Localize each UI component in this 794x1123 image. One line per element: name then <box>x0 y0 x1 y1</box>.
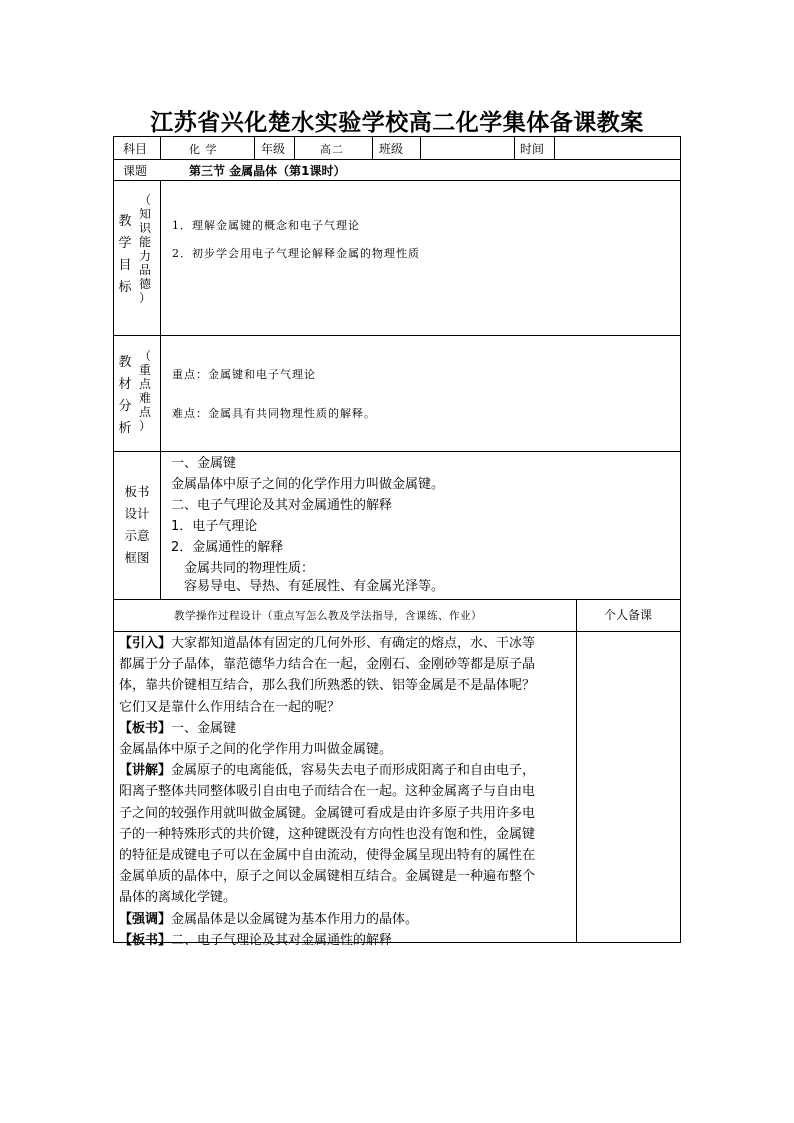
col-divider <box>372 137 373 159</box>
objective-item: 2．初步学会用电子气理论解释金属的物理性质 <box>172 247 420 260</box>
grade-label: 年级 <box>261 142 286 156</box>
objectives-paren-note: （ 知 识 能 力 品 德 ） <box>138 193 151 305</box>
board-line: 金属晶体中原子之间的化学作用力叫做金属键。 <box>171 477 445 492</box>
row-divider <box>114 335 680 336</box>
personal-notes-header: 个人备课 <box>604 608 653 622</box>
grade-value: 高二 <box>320 143 344 156</box>
process-line: 它们又是靠什么作用结合在一起的呢？ <box>119 699 341 715</box>
board-line: 金属共同的物理性质： <box>184 561 315 576</box>
col-divider <box>420 137 421 159</box>
topic-value: 第三节 金属晶体（第1课时） <box>189 164 346 178</box>
board-line: 2．金属通性的解释 <box>171 540 284 555</box>
board-line: 一、金属键 <box>171 456 237 471</box>
board-line: 容易导电、导热、有延展性、有金属光泽等。 <box>184 579 445 594</box>
row-divider <box>114 159 680 160</box>
objectives-label: 教 学 目 标 <box>118 214 132 295</box>
process-line: 体，靠共价键相互结合，那么我们所熟悉的铁、铝等金属是不是晶体呢？ <box>119 678 536 694</box>
process-line: 阳离子整体共同整体吸引自由电子而结合在一起。这种金属离子与自由电 <box>119 784 536 800</box>
board-line: 1．电子气理论 <box>171 519 258 534</box>
col-divider <box>514 137 515 159</box>
process-line: 金属晶体中原子之间的化学作用力叫做金属键。 <box>119 742 393 758</box>
difficulty: 难点：金属具有共同物理性质的解释。 <box>172 407 376 420</box>
process-line: 子的一种特殊形式的共价键，这种键既没有方向性也没有饱和性，金属键 <box>119 826 536 842</box>
board-line: 二、电子气理论及其对金属通性的解释 <box>171 498 393 513</box>
page-title: 江苏省兴化楚水实验学校高二化学集体备课教案 <box>150 109 644 136</box>
board-label: 板书 设计 示意 框图 <box>124 484 150 565</box>
analysis-paren-note: （ 重 点 难 点 ） <box>138 349 151 433</box>
col-divider <box>554 137 555 159</box>
row-divider <box>114 599 680 600</box>
col-divider <box>160 137 161 159</box>
process-line: 【引入】大家都知道晶体有固定的几何外形、有确定的熔点，水、干冰等 <box>119 636 536 651</box>
process-line: 【板书】一、金属键 <box>119 720 237 736</box>
key-point: 重点：金属键和电子气理论 <box>172 368 316 381</box>
row-divider <box>114 631 680 632</box>
process-line: 的特征是成键电子可以在金属中自由流动，使得金属呈现出特有的属性在 <box>119 848 536 864</box>
class-label: 班级 <box>379 142 404 156</box>
col-divider <box>254 137 255 159</box>
process-body <box>119 633 574 951</box>
process-line: 【板书】二、电子气理论及其对金属通性的解释 <box>119 932 393 948</box>
lesson-plan-table <box>113 136 681 948</box>
col-divider <box>576 599 577 942</box>
row-divider <box>114 451 680 452</box>
objective-item: 1．理解金属键的概念和电子气理论 <box>172 219 360 232</box>
process-line: 【讲解】金属原子的电离能低，容易失去电子而形成阳离子和自由电子， <box>119 763 536 779</box>
col-divider <box>294 137 295 159</box>
process-line: 子之间的较强作用就叫做金属键。金属键可看成是由许多原子共用许多电 <box>119 805 536 821</box>
process-line: 都属于分子晶体，靠范德华力结合在一起，金刚石、金刚砂等都是原子晶 <box>119 657 536 673</box>
col-divider <box>160 180 161 599</box>
process-line: 金属单质的晶体中，原子之间以金属键相互结合。金属键是一种遍布整个 <box>119 869 536 885</box>
process-line: 【强调】金属晶体是以金属键为基本作用力的晶体。 <box>119 911 419 927</box>
analysis-label: 教 材 分 析 <box>118 355 132 436</box>
process-header: 教学操作过程设计（重点写怎么教及学法指导，含课练、作业） <box>174 610 482 622</box>
subject-label: 科目 <box>123 142 148 156</box>
process-line: 晶体的离域化学键。 <box>119 890 237 906</box>
time-label: 时间 <box>520 142 545 156</box>
row-divider <box>114 180 680 181</box>
subject-value: 化 学 <box>189 143 218 156</box>
topic-label: 课题 <box>123 164 148 178</box>
